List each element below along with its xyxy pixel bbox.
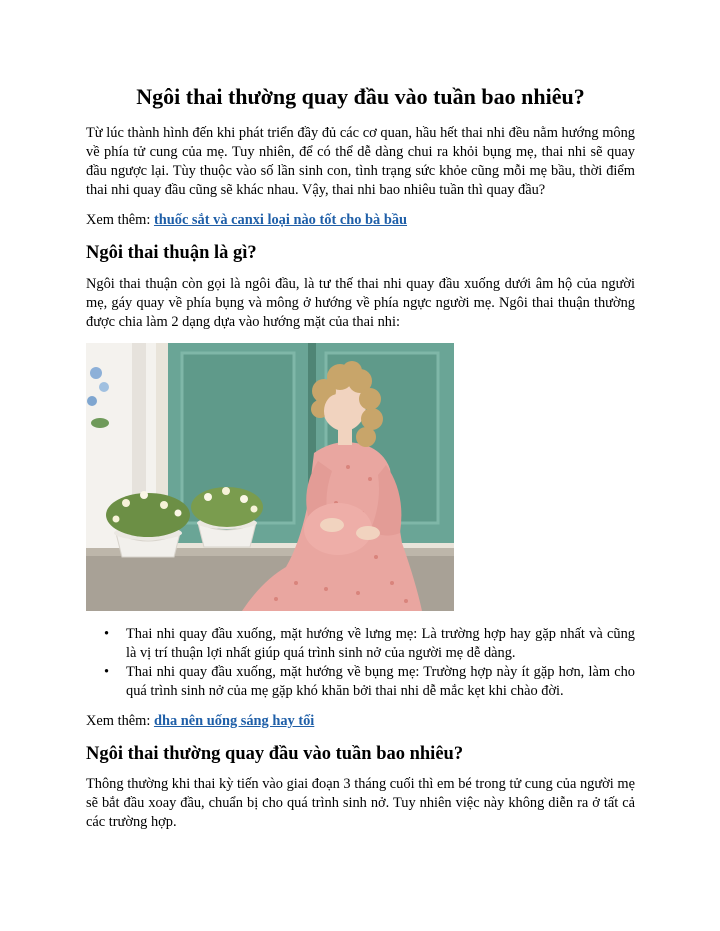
intro-paragraph: Từ lúc thành hình đến khi phát triển đầy đủ các cơ quan, hầu hết thai nhi đều nằm hướng mông về phía tử cung của mẹ. Tuy nhiên, để có thể dễ dàng chui ra khỏi bụng mẹ, thai nhi sẽ quay đầu ngược lại. Tùy thuộc vào số lần sinh con, tình trạng sức khỏe cũng mỗi mẹ bầu, thời điểm thai nhi quay đầu cũng sẽ khác nhau. Vậy, thai nhi bao nhiêu tuần thì quay đầu? (86, 125, 635, 199)
baby-position-list (86, 625, 635, 701)
see-more-1 (86, 211, 635, 230)
list-item-text: Thai nhi quay đầu xuống, mặt hướng về bụng mẹ: Trường hợp này ít gặp hơn, làm cho quá trình sinh nở của mẹ gặp khó khăn bởi thai nhi dễ mắc kẹt khi chào đời. (126, 663, 635, 699)
see-more-2 (86, 712, 635, 731)
document-page (86, 84, 635, 843)
bullet-icon: • (104, 663, 110, 680)
see-more-1-link[interactable]: thuốc sắt và canxi loại nào tốt cho bà bầu (153, 212, 408, 229)
list-item (104, 663, 635, 701)
see-more-2-prefix: Xem thêm: (86, 712, 154, 729)
pregnant-woman-photo (86, 343, 454, 611)
list-item-text: Thai nhi quay đầu xuống, mặt hướng về lưng mẹ: Là trường hợp hay gặp nhất và cũng là vị trí thuận lợi nhất giúp quá trình sinh nở của người mẹ dễ dàng. (126, 625, 635, 661)
section-1-heading: Ngôi thai thuận là gì? (86, 243, 257, 264)
section-1-paragraph: Ngôi thai thuận còn gọi là ngôi đầu, là tư thế thai nhi quay đầu xuống dưới âm hộ của người mẹ, gáy quay về phía bụng và mông ở hướng về phía ngực người mẹ. Ngôi thai thuận thường được chia làm 2 dạng dựa vào hướng mặt của thai nhi: (86, 275, 635, 330)
section-2-heading: Ngôi thai thường quay đầu vào tuần bao nhiêu? (86, 743, 464, 764)
page-title: Ngôi thai thường quay đầu vào tuần bao nhiêu? (136, 84, 585, 109)
see-more-2-link[interactable]: dha nên uống sáng hay tối (153, 712, 315, 729)
section-2-paragraph: Thông thường khi thai kỳ tiến vào giai đoạn 3 tháng cuối thì em bé trong tử cung của người mẹ sẽ bắt đầu xoay đầu, chuẩn bị cho quá trình sinh nở. Tuy nhiên việc này không diễn ra ở tất cả các trường hợp. (86, 775, 635, 830)
bullet-icon: • (104, 625, 110, 642)
see-more-1-prefix: Xem thêm: (86, 212, 154, 229)
list-item (104, 625, 635, 663)
